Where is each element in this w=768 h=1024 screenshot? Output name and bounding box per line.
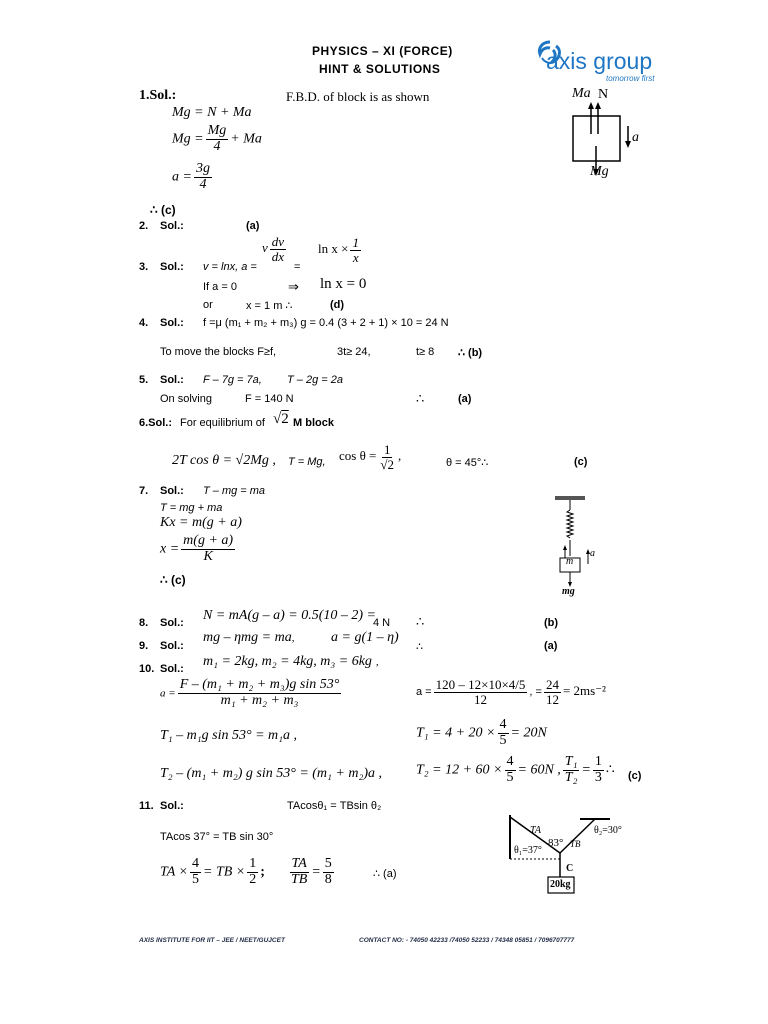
- q10-t2-eq: T₂ – (m₁ + m₂) g sin 53° = (m₁ + m₂)a ,: [160, 766, 382, 781]
- q5-line1b: T – 2g = 2a: [287, 374, 343, 386]
- q1-answer: ∴ (c): [150, 203, 176, 217]
- q7-line3: Kx = m(g + a): [160, 515, 242, 530]
- q10-a-formula: a = $\frac{\text{F – (m₁ + m₂ + m₃)g sin 53°}}{\text{m₁ + m₂ + m₃}}$: [160, 677, 340, 708]
- q4-line2c: t≥ 8: [416, 346, 435, 358]
- q8-val: 4 N: [373, 617, 391, 629]
- q5-line2c: ∴: [416, 391, 425, 406]
- q9-eq-b: a = g(1 – η): [331, 630, 399, 645]
- spring-block-m-label: m: [566, 556, 574, 567]
- q11-tension-figure: [500, 815, 640, 900]
- logo-tagline: tomorrow first: [606, 74, 655, 83]
- q1-text: F.B.D. of block is as shown: [286, 89, 430, 104]
- footer-institute: AXIS INSTITUTE FOR IIT – JEE / NEET/GUJCET: [139, 937, 285, 944]
- q1-eq2: Mg = $\frac{Mg}{4}$ + Ma: [172, 123, 262, 154]
- q4-line1: f =μ (m₁ + m₂ + m₃) g = 0.4 (3 + 2 + 1) × 10 = 24 N: [203, 317, 449, 329]
- q3-v-dvdx: v $\frac{dv}{dx}$: [262, 234, 285, 264]
- q10-t1-eq: T₁ – m₁g sin 53° = m₁a ,: [160, 728, 297, 743]
- q1-eq1: Mg = N + Ma: [172, 105, 252, 120]
- q10-t2-value: T₂ = 12 + 60 × $\frac{4}{5}$ = 60N , $\frac{\text{T₁}}{\text{T₂}}$ = $\frac{1}{3}$ ∴: [416, 754, 615, 785]
- q11-line1: TAcosθ₁ = TBsin θ₂: [287, 800, 382, 812]
- q11-fig-c: C: [566, 863, 574, 874]
- q7-line4: x = $\frac{m(g + a)}{K}$: [160, 533, 234, 564]
- page-subtitle: HINT & SOLUTIONS: [319, 62, 441, 76]
- q6-eq-b: T = Mg,: [288, 456, 326, 468]
- q9-answer: (a): [544, 640, 558, 652]
- q4-label: 4.: [139, 317, 149, 329]
- q5-line2b: F = 140 N: [245, 393, 294, 405]
- q11-fig-mid-angle: 83°: [548, 837, 564, 849]
- q11-eq-c: $\frac{TA}{TB}$ = $\frac{5}{8}$: [291, 856, 332, 887]
- q4-line2b: 3t≥ 24,: [337, 346, 371, 358]
- q4-answer: ∴ (b): [458, 347, 483, 359]
- q11-line2: TAcos 37° = TB sin 30°: [160, 831, 274, 843]
- q9-therefore: ∴: [416, 641, 423, 653]
- spring-mg-label: mg: [562, 586, 575, 597]
- q5-sol: Sol.:: [160, 374, 184, 386]
- q7-sol: Sol.:: [160, 485, 184, 497]
- q3-line3b: x = 1 m ∴: [246, 300, 293, 312]
- q11-fig-angle1: θ₁=37°: [514, 845, 542, 856]
- q3-label: 3.: [139, 261, 149, 273]
- q7-spring-figure: [550, 492, 600, 602]
- q7-line1: T – mg = ma: [203, 485, 266, 497]
- q8-answer: (b): [544, 617, 559, 629]
- q3-answer: (d): [330, 299, 345, 311]
- q6-answer: (c): [574, 456, 588, 468]
- q8-sol: Sol.:: [160, 617, 184, 629]
- q5-line1a: F – 7g = 7a,: [203, 374, 262, 386]
- spring-diagram: [550, 492, 600, 602]
- q10-sol: Sol.:: [160, 663, 184, 675]
- q11-fig-mass: 20kg: [550, 879, 571, 890]
- q6-eq-a: 2T cos θ = √2Mg ,: [172, 453, 276, 468]
- q9-label: 9.: [139, 640, 149, 652]
- q11-fig-angle2: θ₂=30°: [594, 825, 622, 836]
- q9-eq-a: mg – ηmg = ma,: [203, 630, 295, 645]
- q2-answer: (a): [246, 220, 260, 232]
- fbd-ma-label: Ma: [572, 86, 591, 101]
- q10-label: 10.: [139, 663, 155, 675]
- q6-eq-c: cos θ = $\frac{1}{√2}$ ,: [339, 442, 402, 472]
- q10-t1-value: T₁ = 4 + 20 × $\frac{4}{5}$ = 20N: [416, 717, 547, 748]
- q5-line2a: On solving: [160, 393, 212, 405]
- q2-sol: Sol.:: [160, 220, 184, 232]
- q4-line2a: To move the blocks F≥f,: [160, 346, 277, 358]
- q11-fig-tb: TB: [570, 839, 581, 849]
- q3-rhs: ln x × $\frac{1}{x}$: [318, 235, 359, 265]
- q1-eq3: a = $\frac{3g}{4}$: [172, 161, 210, 192]
- q10-a-value: a = $\frac{120 - 12\times 10\times 4/5}{12}$ , = $\frac{24}{12}$ = 2ms⁻²: [416, 677, 606, 707]
- q7-answer: ∴ (c): [160, 573, 186, 587]
- q8-therefore: ∴: [416, 614, 425, 629]
- q6-text-a: For equilibrium of: [180, 417, 265, 429]
- q2-label: 2.: [139, 220, 149, 232]
- fbd-n-label: N: [598, 87, 609, 102]
- q6-text-c: M block: [293, 417, 334, 429]
- q3-line3a: or: [203, 299, 213, 311]
- q7-line2: T = mg + ma: [160, 502, 223, 514]
- q1-label: 1.Sol.:: [139, 88, 177, 103]
- q3-line2b: ⇒: [288, 279, 299, 294]
- q11-label: 11.: [139, 800, 154, 812]
- fbd-mg-label: Mg: [590, 164, 609, 179]
- q3-line2a: If a = 0: [203, 281, 237, 293]
- q9-sol: Sol.:: [160, 640, 184, 652]
- q11-fig-ta: TA: [530, 825, 541, 836]
- q4-sol: Sol.:: [160, 317, 184, 329]
- footer-contact: CONTACT NO: - 74050 42233 /74050 52233 / 74348 05851 / 7096707777: [359, 937, 575, 944]
- q10-masses: m₁ = 2kg, m₂ = 4kg, m₃ = 6kg ,: [203, 654, 379, 669]
- q8-eq: N = mA(g – a) = 0.5(10 – 2) =: [203, 608, 376, 623]
- fbd-a-label: a: [632, 130, 639, 145]
- spring-a-label: a: [590, 548, 595, 559]
- page-title: PHYSICS – XI (FORCE): [312, 44, 453, 58]
- q3-line1: v = lnx, a =: [203, 261, 257, 273]
- q11-eq-a: TA × $\frac{4}{5}$ = TB × $\frac{1}{2}$ ;: [160, 856, 265, 887]
- q1-fbd-figure: [566, 86, 646, 186]
- q6-sqrt: √2: [273, 411, 289, 427]
- axis-group-logo: [536, 38, 676, 86]
- q11-sol: Sol.:: [160, 800, 184, 812]
- q10-answer: (c): [628, 770, 642, 782]
- q8-label: 8.: [139, 617, 149, 629]
- q3-eq-sign: =: [294, 261, 301, 273]
- q6-eq-d: θ = 45°∴: [446, 457, 489, 469]
- q11-answer: ∴ (a): [373, 868, 397, 880]
- q3-line2c: ln x = 0: [320, 276, 367, 292]
- q6-label: 6.Sol.:: [139, 417, 173, 429]
- logo-name: axis group: [546, 48, 653, 74]
- q7-label: 7.: [139, 485, 149, 497]
- q5-label: 5.: [139, 374, 149, 386]
- q5-answer: (a): [458, 393, 472, 405]
- q3-sol: Sol.:: [160, 261, 184, 273]
